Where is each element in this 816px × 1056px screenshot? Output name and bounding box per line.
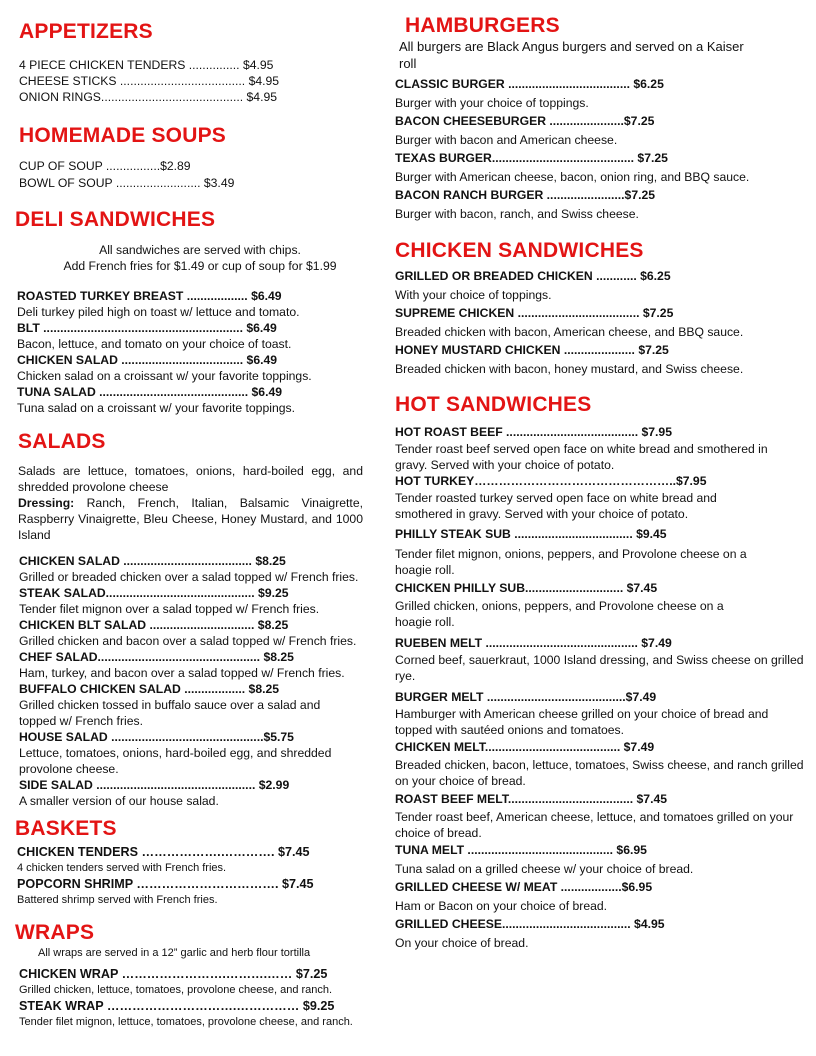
dressing-label: Dressing: xyxy=(18,496,75,510)
chicken-section xyxy=(395,239,805,378)
menu-item-desc: Tender filet mignon over a salad topped w/ French fries. xyxy=(19,602,320,616)
menu-item-desc: Grilled chicken, onions, peppers, and Provolone cheese on a hoagie roll. xyxy=(395,599,724,629)
hamburgers-title: HAMBURGERS xyxy=(405,14,560,37)
menu-item-name: POPCORN SHRIMP ……………………………. $7.45 xyxy=(17,877,314,891)
menu-item-name: BURGER MELT .........................................$7.49 xyxy=(395,690,657,704)
salads-dressing xyxy=(18,495,363,543)
deli-note: Add French fries for $1.49 or cup of soup for $1.99 xyxy=(63,259,337,273)
menu-item-name: CHICKEN BLT SALAD ............................... $8.25 xyxy=(19,618,289,632)
menu-item-name: GRILLED OR BREADED CHICKEN ............ $6.25 xyxy=(395,269,671,283)
menu-item-name: CHICKEN SALAD ...................................... $8.25 xyxy=(19,554,286,568)
menu-item-name: GRILLED CHEESE W/ MEAT ..................$6.95 xyxy=(395,880,653,894)
menu-item-name: CHICKEN SALAD .................................... $6.49 xyxy=(17,353,278,367)
menu-item-name: TEXAS BURGER.......................................... $7.25 xyxy=(395,151,668,165)
menu-item-name: BACON RANCH BURGER .......................$7.25 xyxy=(395,188,656,202)
menu-item-name: CHICKEN TENDERS ……………….…………. $7.45 xyxy=(17,845,310,859)
menu-item-desc: Tender filet mignon, lettuce, tomatoes, provolone cheese, and ranch. xyxy=(19,1016,353,1028)
baskets-title: BASKETS xyxy=(15,817,117,840)
menu-item-name: SIDE SALAD ............................................... $2.99 xyxy=(19,778,290,792)
menu-item-name: CHICKEN MELT........................................ $7.49 xyxy=(395,740,655,754)
menu-item-desc: Tender roast beef served open face on white bread and smothered in gravy. Served with your choice of potato. xyxy=(395,442,768,472)
dressing-list: Ranch, French, Italian, Balsamic Vinaigrette, Raspberry Vinaigrette, Bleu Cheese, Honey Mustard, and 1000 Island xyxy=(18,496,363,542)
menu-item-desc: Tender filet mignon, onions, peppers, and Provolone cheese on a hoagie roll. xyxy=(395,547,747,577)
menu-item-name: HONEY MUSTARD CHICKEN ..................... $7.25 xyxy=(395,343,669,357)
salads-intro: Salads are lettuce, tomatoes, onions, hard-boiled egg, and shredded provolone cheese xyxy=(18,464,363,494)
salads-section xyxy=(18,430,388,809)
menu-item-desc: Breaded chicken with bacon, honey mustard, and Swiss cheese. xyxy=(395,362,744,376)
menu-item: 4 PIECE CHICKEN TENDERS ............... $4.95 xyxy=(19,58,274,72)
menu-item: ONION RINGS.......................................... $4.95 xyxy=(19,90,278,104)
hot-section xyxy=(395,393,805,952)
menu-item-desc: Breaded chicken with bacon, American cheese, and BBQ sauce. xyxy=(395,325,744,339)
menu-item-name: PHILLY STEAK SUB ................................... $9.45 xyxy=(395,527,667,541)
appetizers-section xyxy=(19,20,359,105)
menu-item: BOWL OF SOUP ......................... $3.49 xyxy=(19,176,235,190)
menu-item-name: STEAK WRAP ………………………….…………… $9.25 xyxy=(19,999,335,1013)
menu-item-desc: Tuna salad on a grilled cheese w/ your choice of bread. xyxy=(395,862,694,876)
wraps-title: WRAPS xyxy=(15,921,95,944)
wraps-note: All wraps are served in a 12” garlic and herb flour tortilla xyxy=(38,947,311,959)
menu-item-name: TUNA SALAD ............................................ $6.49 xyxy=(17,385,283,399)
menu-item-desc: Corned beef, sauerkraut, 1000 Island dressing, and Swiss cheese on grilled rye. xyxy=(395,653,804,683)
menu-item-name: BLT ........................................................... $6.49 xyxy=(17,321,277,335)
menu-item-name: TUNA MELT ........................................... $6.95 xyxy=(395,843,647,857)
menu-item-name: ROASTED TURKEY BREAST .................. $6.49 xyxy=(17,289,282,303)
deli-title: DELI SANDWICHES xyxy=(15,208,216,231)
menu-item-desc: With your choice of toppings. xyxy=(395,288,552,302)
menu-item-name: RUEBEN MELT ............................................. $7.49 xyxy=(395,636,672,650)
menu-item-name: CHICKEN WRAP …………………….……….…… $7.25 xyxy=(19,967,328,981)
menu-item-name: HOT TURKEY…………………………………………..$7.95 xyxy=(395,474,707,488)
menu-item-desc: Burger with bacon, ranch, and Swiss cheese. xyxy=(395,207,639,221)
wraps-section xyxy=(15,921,385,1030)
menu-item-name: CHEF SALAD................................................ $8.25 xyxy=(19,650,294,664)
menu-item-desc: Chicken salad on a croissant w/ your favorite toppings. xyxy=(17,369,312,383)
deli-section xyxy=(15,208,385,416)
salads-title: SALADS xyxy=(18,430,106,453)
soups-section xyxy=(19,124,359,192)
menu-item-name: CHICKEN PHILLY SUB............................. $7.45 xyxy=(395,581,658,595)
menu-item-desc: Hamburger with American cheese grilled on your choice of bread and topped with sautéed onions and tomatoes. xyxy=(395,707,769,737)
hamburgers-note: All burgers are Black Angus burgers and served on a Kaiser roll xyxy=(399,39,744,71)
menu-item-desc: Tuna salad on a croissant w/ your favorite toppings. xyxy=(17,401,295,415)
menu-item: CHEESE STICKS ..................................... $4.95 xyxy=(19,74,280,88)
menu-item-name: STEAK SALAD............................................ $9.25 xyxy=(19,586,289,600)
menu-item-desc: Tender roast beef, American cheese, lettuce, and tomatoes grilled on your choice of bread. xyxy=(395,810,794,840)
menu-item: CUP OF SOUP ................$2.89 xyxy=(19,159,191,173)
menu-item-desc: On your choice of bread. xyxy=(395,936,529,950)
menu-item-name: BACON CHEESEBURGER ......................$7.25 xyxy=(395,114,655,128)
menu-item-desc: Ham or Bacon on your choice of bread. xyxy=(395,899,608,913)
menu-item-name: GRILLED CHEESE...................................... $4.95 xyxy=(395,917,665,931)
deli-note: All sandwiches are served with chips. xyxy=(99,243,301,257)
hot-title: HOT SANDWICHES xyxy=(395,393,592,416)
menu-item-desc: Burger with bacon and American cheese. xyxy=(395,133,618,147)
menu-item-name: HOUSE SALAD .............................................$5.75 xyxy=(19,730,294,744)
menu-item-name: CLASSIC BURGER .................................... $6.25 xyxy=(395,77,664,91)
menu-item-name: ROAST BEEF MELT..................................... $7.45 xyxy=(395,792,668,806)
menu-item-desc: Grilled chicken tossed in buffalo sauce over a salad and topped w/ French fries. xyxy=(19,698,321,728)
menu-item-desc: Grilled or breaded chicken over a salad topped w/ French fries. xyxy=(19,570,359,584)
menu-item-name: HOT ROAST BEEF ....................................... $7.95 xyxy=(395,425,672,439)
soups-title: HOMEMADE SOUPS xyxy=(19,124,226,147)
menu-item-desc: Grilled chicken and bacon over a salad topped w/ French fries. xyxy=(19,634,357,648)
menu-item-desc: Tender roasted turkey served open face on white bread and smothered in gravy. Served with your choice of potato. xyxy=(395,491,717,521)
menu-item-desc: Ham, turkey, and bacon over a salad topped w/ French fries. xyxy=(19,666,345,680)
menu-item-desc: Bacon, lettuce, and tomato on your choice of toast. xyxy=(17,337,292,351)
menu-item-desc: A smaller version of our house salad. xyxy=(19,794,219,808)
menu-item-desc: Grilled chicken, lettuce, tomatoes, provolone cheese, and ranch. xyxy=(19,984,333,996)
chicken-title: CHICKEN SANDWICHES xyxy=(395,239,644,262)
baskets-section xyxy=(15,817,385,908)
menu-item-name: BUFFALO CHICKEN SALAD .................. $8.25 xyxy=(19,682,280,696)
menu-item-desc: Battered shrimp served with French fries. xyxy=(17,894,218,906)
menu-item-desc: Burger with your choice of toppings. xyxy=(395,96,589,110)
menu-item-name: SUPREME CHICKEN .................................... $7.25 xyxy=(395,306,674,320)
hamburgers-section xyxy=(395,14,805,223)
appetizers-title: APPETIZERS xyxy=(19,20,153,43)
menu-item-desc: 4 chicken tenders served with French fries. xyxy=(17,862,227,874)
menu-item-desc: Lettuce, tomatoes, onions, hard-boiled egg, and shredded provolone cheese. xyxy=(19,746,332,776)
menu-item-desc: Burger with American cheese, bacon, onion ring, and BBQ sauce. xyxy=(395,170,750,184)
menu-item-desc: Breaded chicken, bacon, lettuce, tomatoes, Swiss cheese, and ranch grilled on your choice of bread. xyxy=(395,758,804,788)
menu-item-desc: Deli turkey piled high on toast w/ lettuce and tomato. xyxy=(17,305,300,319)
